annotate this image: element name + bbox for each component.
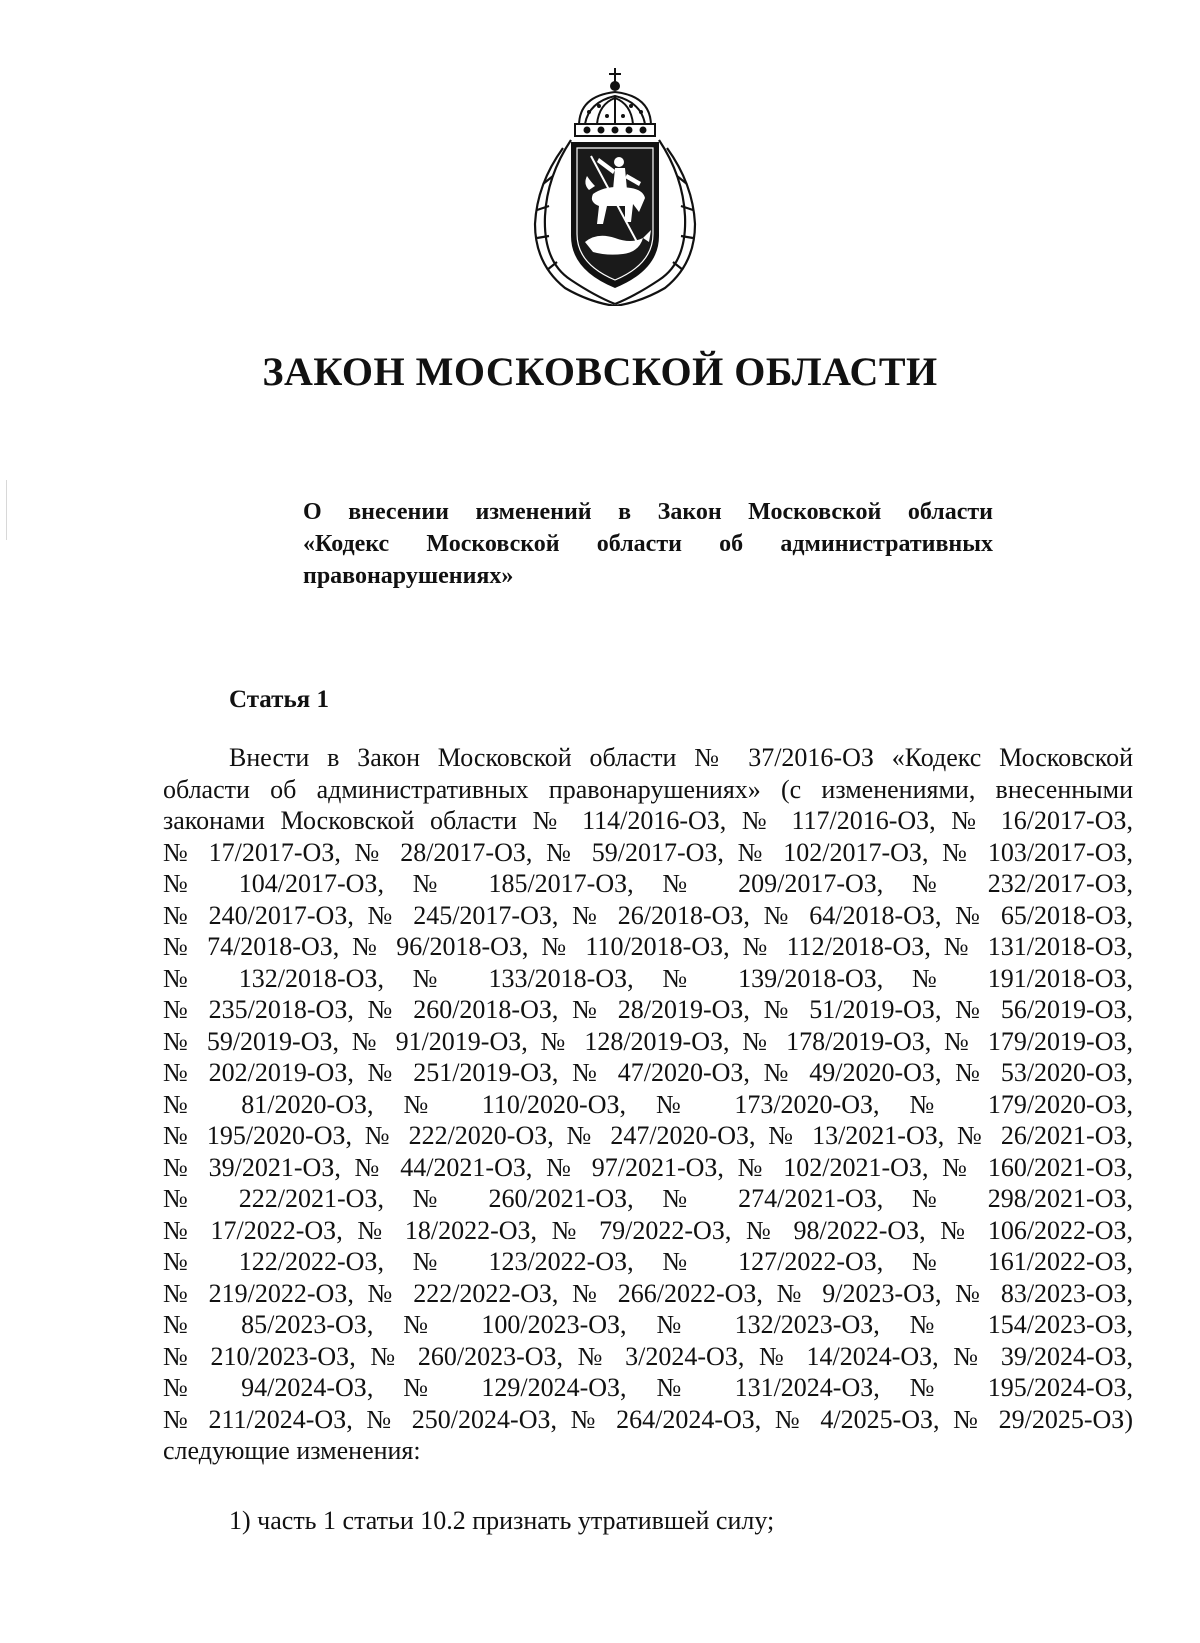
- moscow-oblast-coat-of-arms-icon: [527, 66, 703, 306]
- article-heading: Статья 1: [229, 686, 329, 713]
- article-body-line: № 17/2017-ОЗ, № 28/2017-ОЗ, № 59/2017-ОЗ, № 102/2017-ОЗ, № 103/2017-ОЗ,: [163, 837, 1133, 867]
- article-body-line: № 211/2024-ОЗ, № 250/2024-ОЗ, № 264/2024-ОЗ, № 4/2025-ОЗ, № 29/2025-ОЗ): [163, 1404, 1133, 1434]
- article-body-line: следующие изменения:: [163, 1436, 421, 1465]
- article-body-line: № 85/2023-ОЗ, № 100/2023-ОЗ, № 132/2023-ОЗ, № 154/2023-ОЗ,: [163, 1310, 1133, 1339]
- article-body-line: № 122/2022-ОЗ, № 123/2022-ОЗ, № 127/2022-ОЗ, № 161/2022-ОЗ,: [163, 1247, 1133, 1276]
- article-body-line: № 219/2022-ОЗ, № 222/2022-ОЗ, № 266/2022-ОЗ, № 9/2023-ОЗ, № 83/2023-ОЗ,: [163, 1278, 1133, 1308]
- article-body-line: № 94/2024-ОЗ, № 129/2024-ОЗ, № 131/2024-ОЗ, № 195/2024-ОЗ,: [163, 1373, 1133, 1402]
- article-body-line: № 222/2021-ОЗ, № 260/2021-ОЗ, № 274/2021-ОЗ, № 298/2021-ОЗ,: [163, 1184, 1133, 1213]
- amendment-item-1: 1) часть 1 статьи 10.2 признать утратившей силу;: [229, 1506, 775, 1535]
- article-body-line: законами Московской области № 114/2016-ОЗ, № 117/2016-ОЗ, № 16/2017-ОЗ,: [163, 806, 1133, 835]
- article-body: [163, 742, 1133, 1467]
- law-subject: [303, 496, 993, 592]
- article-body-line: № 202/2019-ОЗ, № 251/2019-ОЗ, № 47/2020-ОЗ, № 49/2020-ОЗ, № 53/2020-ОЗ,: [163, 1058, 1133, 1087]
- law-title: ЗАКОН МОСКОВСКОЙ ОБЛАСТИ: [262, 349, 938, 394]
- article-body-line: № 81/2020-ОЗ, № 110/2020-ОЗ, № 173/2020-ОЗ, № 179/2020-ОЗ,: [163, 1089, 1133, 1119]
- article-body-line: № 132/2018-ОЗ, № 133/2018-ОЗ, № 139/2018-ОЗ, № 191/2018-ОЗ,: [163, 963, 1133, 993]
- article-body-line: № 39/2021-ОЗ, № 44/2021-ОЗ, № 97/2021-ОЗ, № 102/2021-ОЗ, № 160/2021-ОЗ,: [163, 1152, 1133, 1182]
- article-body-line: № 195/2020-ОЗ, № 222/2020-ОЗ, № 247/2020-ОЗ, № 13/2021-ОЗ, № 26/2021-ОЗ,: [163, 1121, 1133, 1150]
- subject-line: «Кодекс Московской области об административных: [303, 531, 993, 557]
- subject-line: правонарушениях»: [303, 563, 514, 589]
- article-body-line: области об административных правонарушениях» (с изменениями, внесенными: [163, 774, 1133, 804]
- subject-line: О внесении изменений в Закон Московской области: [303, 499, 993, 525]
- article-body-line: № 235/2018-ОЗ, № 260/2018-ОЗ, № 28/2019-ОЗ, № 51/2019-ОЗ, № 56/2019-ОЗ,: [163, 995, 1133, 1024]
- article-body-line: № 104/2017-ОЗ, № 185/2017-ОЗ, № 209/2017-ОЗ, № 232/2017-ОЗ,: [163, 869, 1133, 898]
- article-body-line: № 59/2019-ОЗ, № 91/2019-ОЗ, № 128/2019-ОЗ, № 178/2019-ОЗ, № 179/2019-ОЗ,: [163, 1026, 1133, 1056]
- article-body-line: № 17/2022-ОЗ, № 18/2022-ОЗ, № 79/2022-ОЗ, № 98/2022-ОЗ, № 106/2022-ОЗ,: [163, 1215, 1133, 1245]
- article-body-line: Внести в Закон Московской области № 37/2016-ОЗ «Кодекс Московской: [229, 743, 1133, 772]
- scan-margin-mark: [6, 480, 7, 540]
- article-body-line: № 240/2017-ОЗ, № 245/2017-ОЗ, № 26/2018-ОЗ, № 64/2018-ОЗ, № 65/2018-ОЗ,: [163, 900, 1133, 930]
- article-body-line: № 210/2023-ОЗ, № 260/2023-ОЗ, № 3/2024-ОЗ, № 14/2024-ОЗ, № 39/2024-ОЗ,: [163, 1341, 1133, 1371]
- article-body-line: № 74/2018-ОЗ, № 96/2018-ОЗ, № 110/2018-ОЗ, № 112/2018-ОЗ, № 131/2018-ОЗ,: [163, 932, 1133, 961]
